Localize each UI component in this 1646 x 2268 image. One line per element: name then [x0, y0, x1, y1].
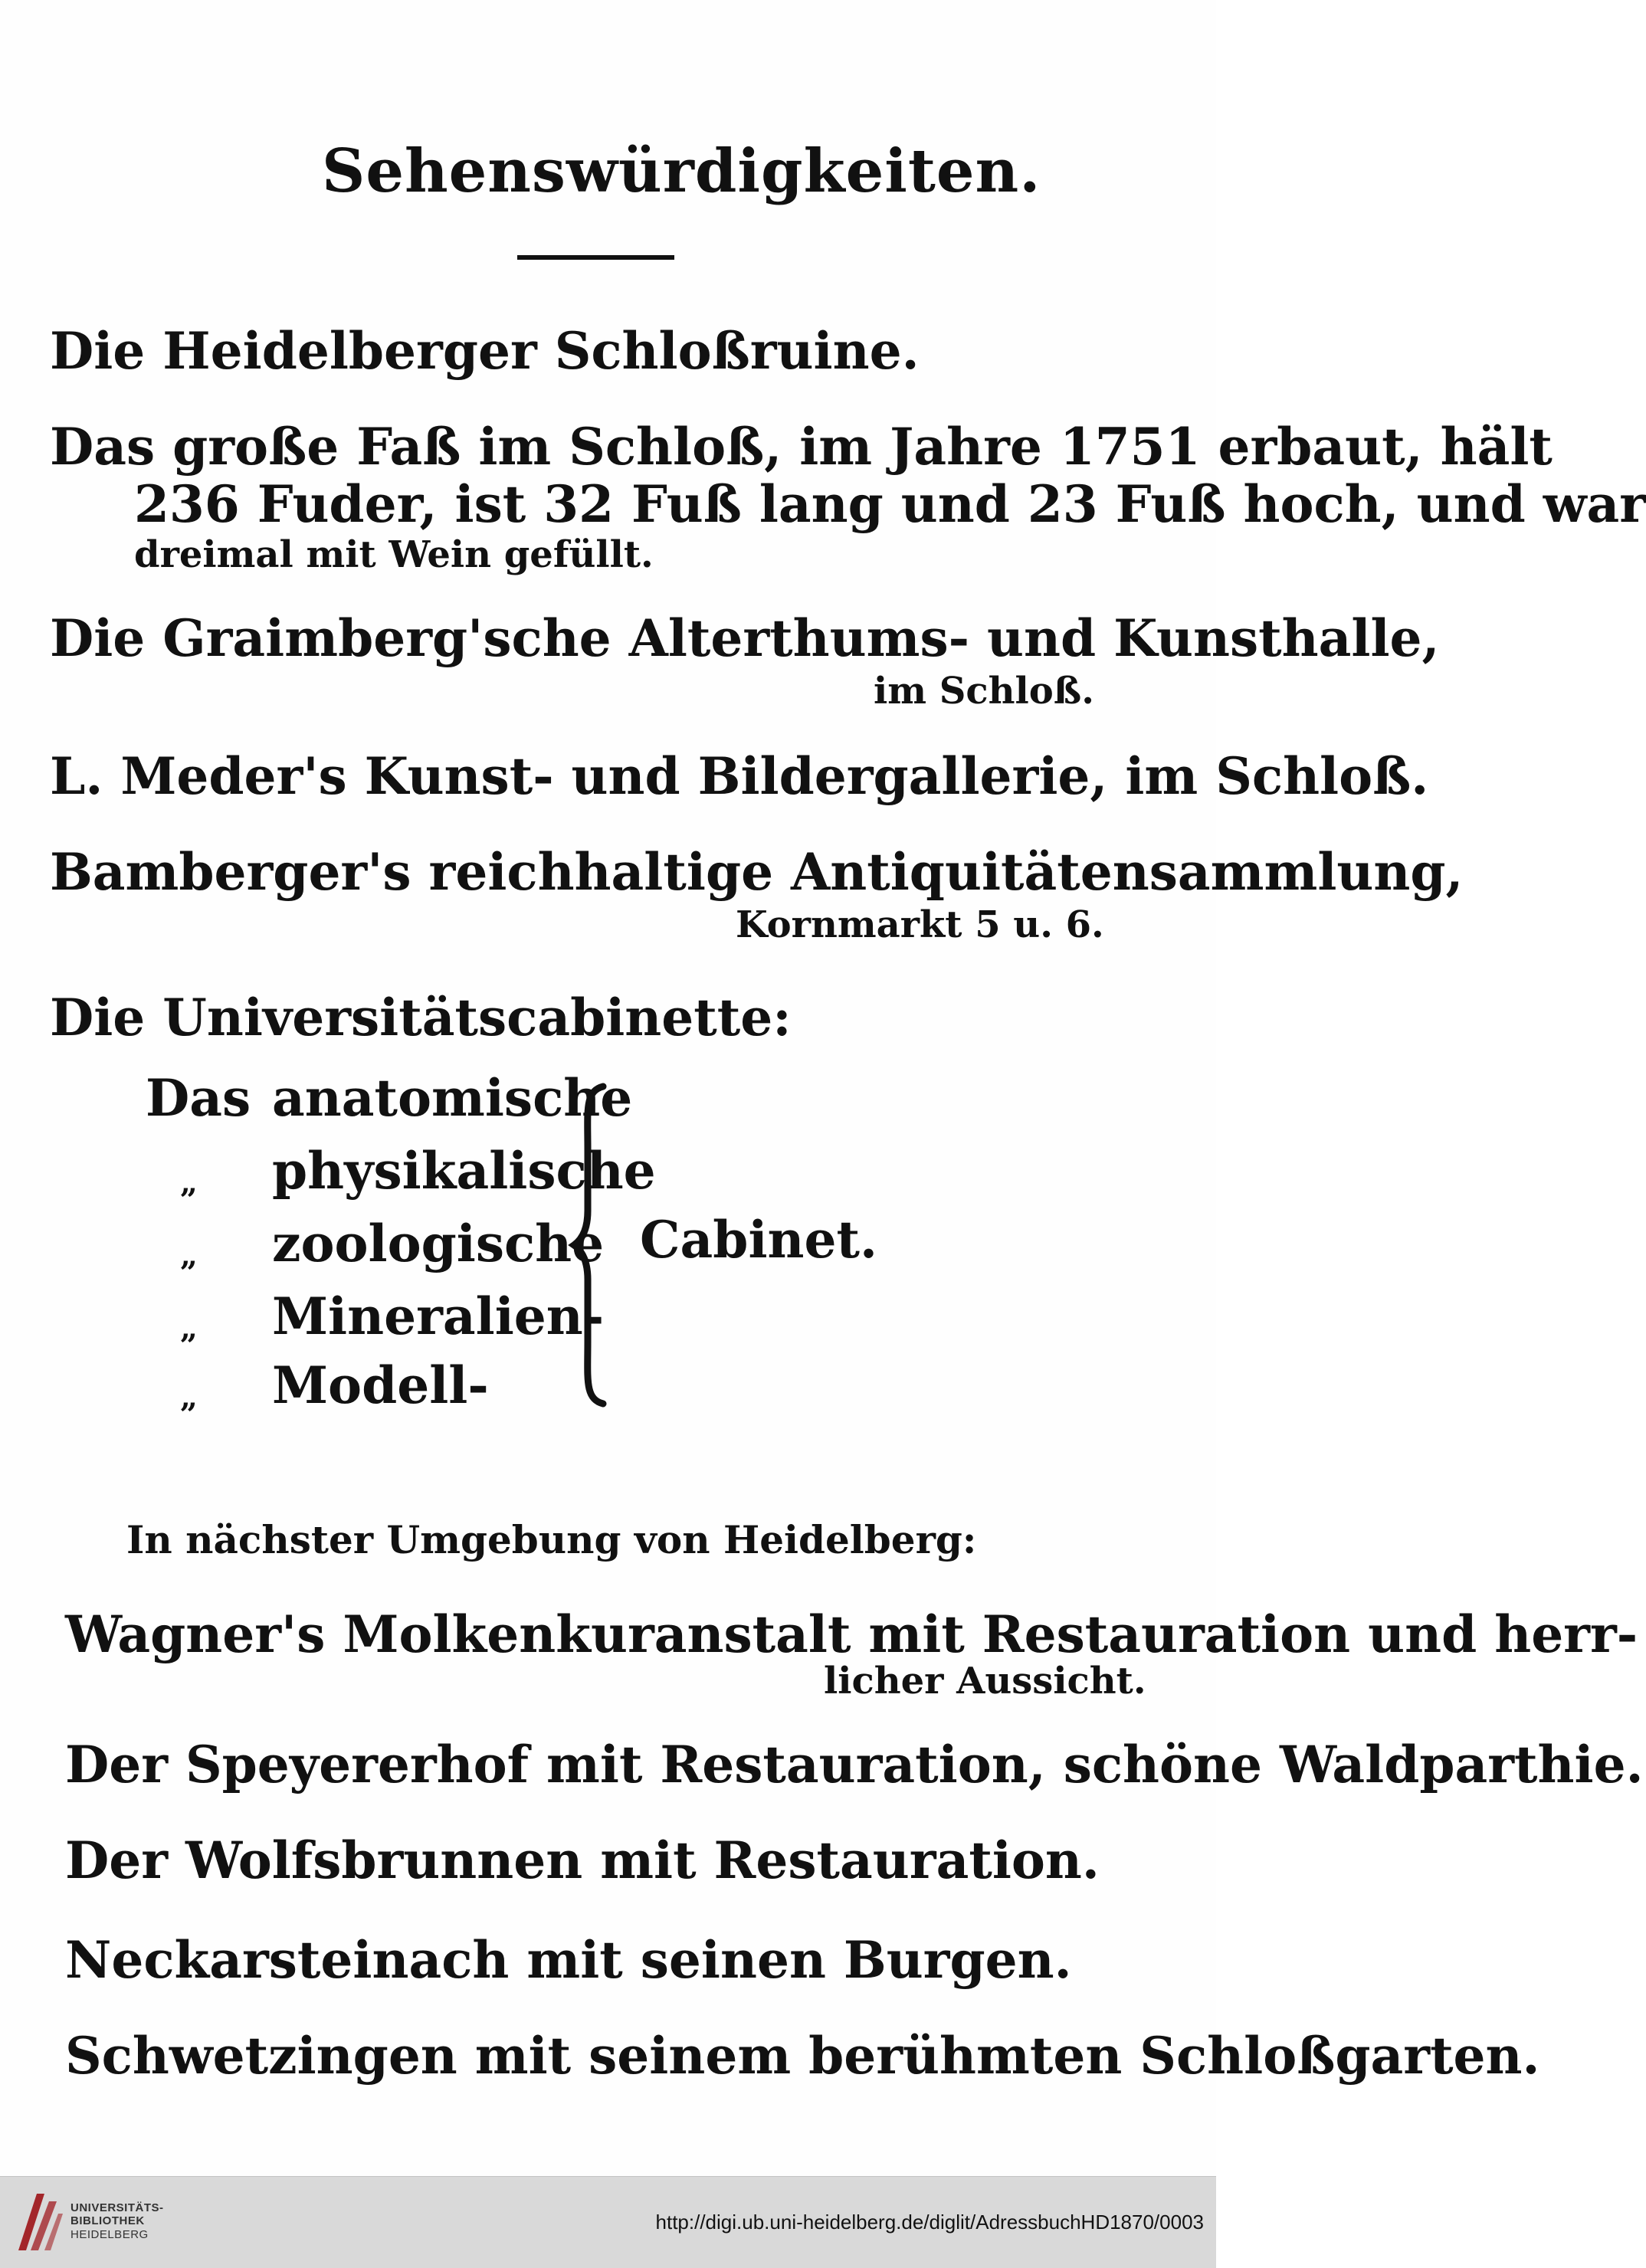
- entry-schwetzingen: Schwetzingen mit seinem berühmten Schloßgarten.: [65, 2026, 1540, 2086]
- page-heading: Sehenswürdigkeiten.: [322, 136, 1041, 206]
- source-url-link[interactable]: http://digi.ub.uni-heidelberg.de/diglit/AdressbuchHD1870/0003: [655, 2211, 1204, 2234]
- curly-brace-icon: [571, 1080, 617, 1410]
- entry-graimberg-line1: Die Graimberg'sche Alterthums- und Kunsthalle,: [50, 608, 1440, 668]
- cabinet-item: zoologische: [272, 1214, 605, 1273]
- cabinet-item: anatomische: [272, 1068, 633, 1128]
- entry-fass-line2: 236 Fuder, ist 32 Fuß lang und 23 Fuß hoch, und war: [134, 474, 1646, 534]
- entry-meder: L. Meder's Kunst- und Bildergallerie, im Schloß.: [50, 746, 1429, 806]
- cabinets-prefix: Das: [146, 1068, 251, 1128]
- ditto-mark: „: [180, 1310, 198, 1346]
- section-umgebung: In nächster Umgebung von Heidelberg:: [126, 1517, 977, 1562]
- entry-schlossruine: Die Heidelberger Schloßruine.: [50, 321, 920, 381]
- entry-speyererhof: Der Speyererhof mit Restauration, schöne Waldparthie.: [65, 1735, 1644, 1794]
- cabinet-item: Modell-: [272, 1355, 489, 1415]
- cabinet-item: physikalische: [272, 1141, 656, 1201]
- ditto-mark: „: [180, 1237, 198, 1273]
- viewer-footer: [0, 2176, 1216, 2268]
- entry-bamberger-line1: Bamberger's reichhaltige Antiquitätensammlung,: [50, 842, 1464, 902]
- ditto-mark: „: [180, 1165, 198, 1201]
- cabinet-word: Cabinet.: [640, 1210, 877, 1270]
- ditto-mark: „: [180, 1379, 198, 1415]
- entry-fass-line1: Das große Faß im Schloß, im Jahre 1751 erbaut, hält: [50, 417, 1553, 477]
- entry-bamberger-line2: Kornmarkt 5 u. 6.: [736, 903, 1104, 946]
- university-library-logo-icon: [14, 2186, 64, 2257]
- cabinet-item: Mineralien-: [272, 1286, 605, 1346]
- entry-graimberg-line2: im Schloß.: [874, 670, 1094, 713]
- library-name: UNIVERSITÄTS- BIBLIOTHEK HEIDELBERG: [70, 2201, 164, 2241]
- entry-neckarsteinach: Neckarsteinach mit seinen Burgen.: [65, 1930, 1072, 1990]
- entry-wolfsbrunnen: Der Wolfsbrunnen mit Restauration.: [65, 1830, 1100, 1890]
- entry-universitaet: Die Universitätscabinette:: [50, 988, 792, 1047]
- entry-wagner-line2: licher Aussicht.: [824, 1660, 1146, 1703]
- heading-rule: [517, 255, 674, 260]
- entry-fass-line3: dreimal mit Wein gefüllt.: [134, 533, 654, 576]
- entry-wagner-line1: Wagner's Molkenkuranstalt mit Restauration und herr-: [65, 1604, 1638, 1664]
